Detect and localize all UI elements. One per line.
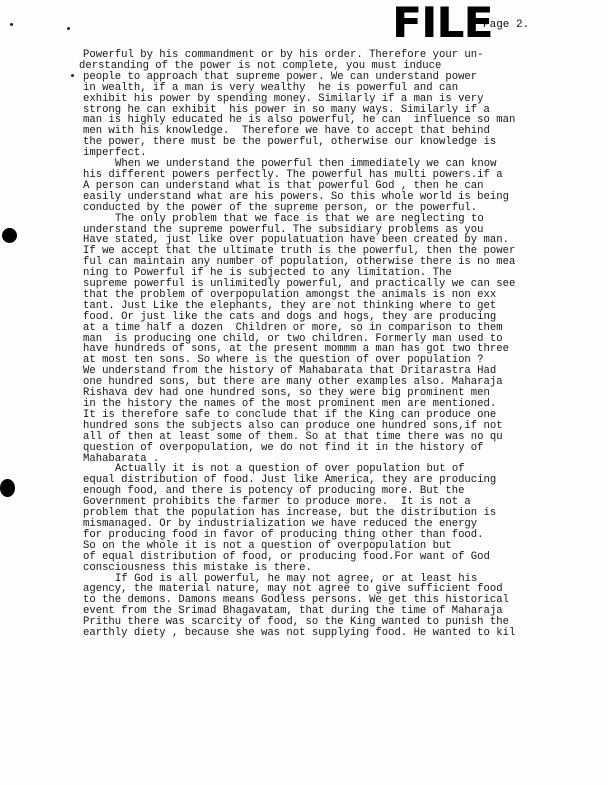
text-line: equal distribution of food. Just like America, they are producing bbox=[83, 474, 497, 487]
text-line: Actually it is not a question of over population but of bbox=[115, 463, 465, 476]
text-line: hundred sons the subjects also can produce one hundred sons,if not bbox=[83, 419, 503, 432]
text-line: earthly diety , because she was not supplying food. He wanted to kil bbox=[83, 627, 516, 640]
text-line: his different powers perfectly. The powerful has multi powers.if a bbox=[83, 168, 503, 181]
text-line: question of overpopulation, we do not find it in the history of bbox=[83, 441, 484, 454]
text-line: conducted by the power of the supreme person, or the powerful. bbox=[83, 201, 478, 214]
text-line: men with his knowledge. Therefore we have to accept that behind bbox=[83, 125, 490, 138]
text-line: people to approach that supreme power. We can understand power bbox=[83, 70, 478, 83]
text-line: for producing food in favor of producing thing other than food. bbox=[83, 528, 484, 541]
text-line: A person can understand what is that powerful God , then he can bbox=[83, 179, 484, 192]
text-line: problem that the population has increase, but the distribution is bbox=[83, 507, 497, 520]
text-line: Have stated, just like over populatuation have been created by man. bbox=[83, 234, 509, 247]
text-line: ning to Powerful if he is subjected to any limitation. The bbox=[83, 267, 452, 280]
text-line: that the problem of overpopulation amongst the animals is non exx bbox=[83, 288, 497, 301]
text-line: supreme powerful is unlimitedly powerful, and practically we can see bbox=[83, 278, 516, 291]
text-line: Mahabarata . bbox=[83, 452, 160, 465]
text-line: We understand from the history of Mahabarata that Dritarastra Had bbox=[83, 365, 497, 378]
text-line: So on the whole it is not a question of overpopulation but bbox=[83, 539, 452, 552]
text-line: derstanding of the power is not complete, you must induce bbox=[79, 59, 442, 72]
text-line: tant. Just Like the elephants, they are not thinking where to get bbox=[83, 299, 497, 312]
text-line: event from the Srimad Bhagavatam, that during the time of Maharaja bbox=[83, 605, 503, 618]
text-line: If we accept that the ultimate truth is the powerful, then the power bbox=[83, 245, 516, 258]
text-line: consciousness this mistake is there. bbox=[83, 561, 312, 574]
text-line: man is producing one child, or two children. Formerly man used to bbox=[83, 332, 503, 345]
text-line: strong he can exhibit his power in so many ways. Similarly if a bbox=[83, 103, 490, 116]
text-line: in wealth, if a man is very wealthy he is powerful and can bbox=[83, 81, 459, 94]
text-line: the power, there must be the powerful, otherwise our knowledge is bbox=[83, 136, 497, 149]
text-line: Government prohibits the farmer to produce more. It is not a bbox=[83, 496, 471, 509]
text-line: When we understand the powerful then immediately we can know bbox=[115, 158, 497, 171]
text-line: food. Or just like the cats and dogs and hogs, they are producing bbox=[83, 310, 497, 323]
text-line: easily understand what are his powers. So this whole world is being bbox=[83, 190, 509, 203]
scan-speck bbox=[10, 23, 13, 26]
text-line: one hundred sons, but there are many other examples also. Maharaja bbox=[83, 376, 503, 389]
page-number: Page 2. bbox=[483, 19, 530, 31]
text-line: imperfect. bbox=[83, 147, 147, 160]
text-line: Powerful by his commandment or by his order. Therefore your un- bbox=[83, 49, 484, 61]
text-line: man is highly educated he is also powerful, he can influence so man bbox=[83, 114, 516, 127]
text-line: agency, the material nature, may not agree to give sufficient food bbox=[83, 583, 503, 596]
text-line: have hundreds of sons, at the present mommm a man has got two three bbox=[83, 343, 509, 356]
text-line: in the history the names of the most prominent men are mentioned. bbox=[83, 398, 497, 410]
text-line: at most ten sons. So where is the question of over population ? bbox=[83, 354, 484, 367]
text-line: Prithu there was scarcity of food, so the King wanted to punish the bbox=[83, 616, 509, 629]
text-line: exhibit his power by spending money. Similarly if a man is very bbox=[83, 92, 484, 105]
file-stamp: FILE bbox=[392, 0, 493, 47]
text-line: to the demons. Damons means Godless persons. We get this historical bbox=[83, 594, 509, 607]
text-line: mismanaged. Or by industrialization we have reduced the energy bbox=[83, 517, 478, 530]
text-line: understand the supreme powerful. The subsidiary problems as you bbox=[83, 223, 484, 236]
text-line: ful can maintain any number of population, otherwise there is no mea bbox=[83, 256, 516, 269]
text-line: enough food, and there is potency of producing more. But the bbox=[83, 485, 465, 498]
letter-body bbox=[0, 50, 608, 639]
text-line: at a time half a dozen Children or more, so in comparison to them bbox=[83, 321, 503, 334]
text-line: of equal distribution of food, or producing food.For want of God bbox=[83, 550, 490, 563]
text-line: all of then at least some of them. So at that time there was no qu bbox=[83, 430, 503, 443]
scan-speck bbox=[67, 27, 70, 30]
text-line: The only problem that we face is that we are neglecting to bbox=[115, 212, 484, 225]
text-line: It is therefore safe to conclude that if the King can produce one bbox=[83, 408, 497, 421]
text-line: Rishava dev had one hundred sons, so they were big prominent men bbox=[83, 387, 490, 400]
text-line: If God is all powerful, he may not agree, or at least his bbox=[115, 572, 478, 585]
